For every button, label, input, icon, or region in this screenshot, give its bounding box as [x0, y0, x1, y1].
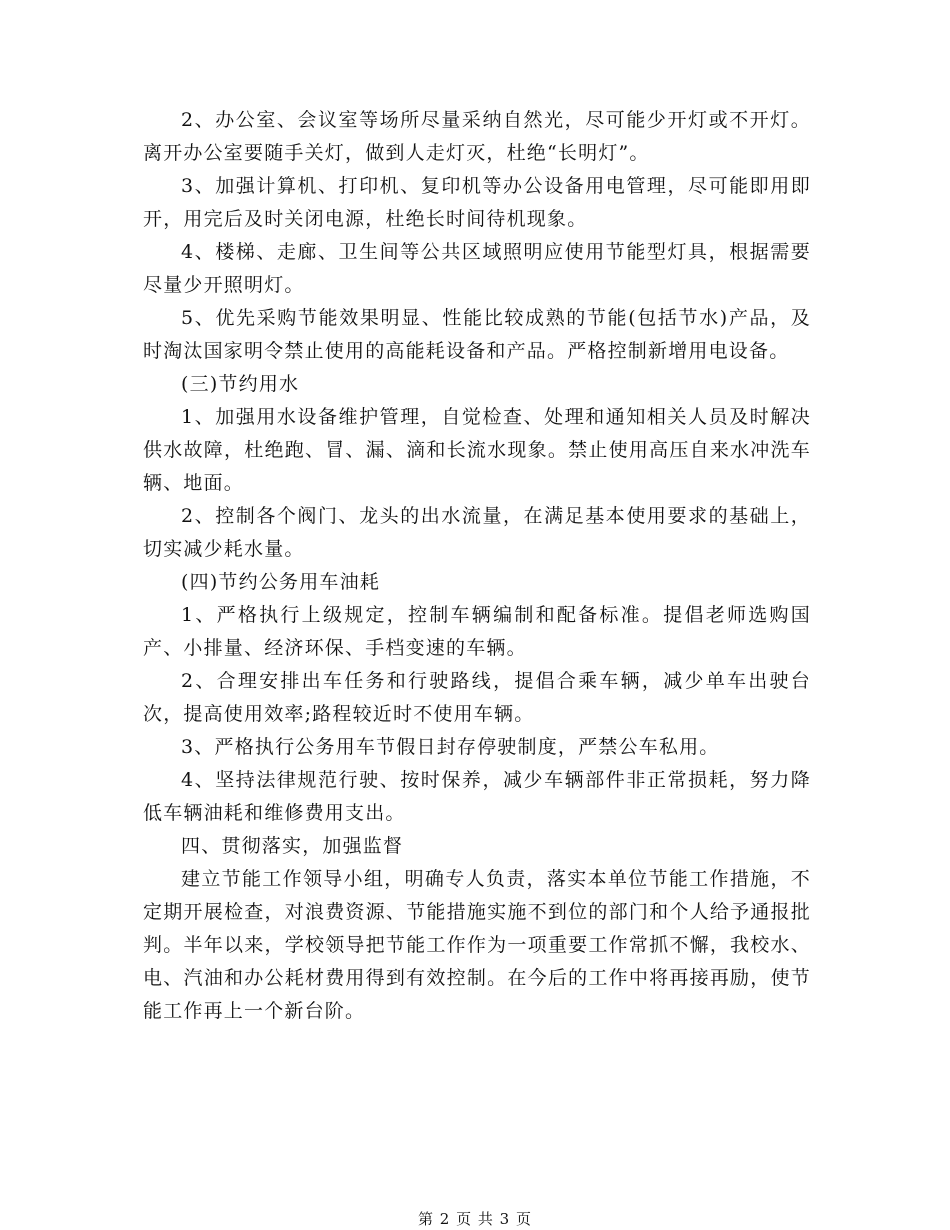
section-heading: (四)节约公务用车油耗 [181, 571, 381, 593]
paragraph: 2、合理安排出车任务和行驶路线，提倡合乘车辆，减少单车出驶台次，提高使用效率;路程较近时不使用车辆。 [143, 670, 811, 725]
paragraph: 5、优先采购节能效果明显、性能比较成熟的节能(包括节水)产品，及时淘汰国家明令禁止使用的高能耗设备和产品。严格控制新增用电设备。 [143, 307, 811, 362]
paragraph: 2、办公室、会议室等场所尽量采纳自然光，尽可能少开灯或不开灯。离开办公室要随手关灯，做到人走灯灭，杜绝“长明灯”。 [143, 109, 811, 164]
paragraph: 4、坚持法律规范行驶、按时保养，减少车辆部件非正常损耗，努力降低车辆油耗和维修费用支出。 [143, 769, 811, 824]
paragraph: 建立节能工作领导小组，明确专人负责，落实本单位节能工作措施，不定期开展检查，对浪费资源、节能措施实施不到位的部门和个人给予通报批判。半年以来，学校领导把节能工作作为一项重要工作常抓不懈，我校水、电、汽油和办公耗材费用得到有效控制。在今后的工作中将再接再励，使节能工作再上一个新台阶。 [143, 868, 811, 1022]
paragraph: 2、控制各个阀门、龙头的出水流量，在满足基本使用要求的基础上，切实减少耗水量。 [143, 505, 811, 560]
paragraph: 3、严格执行公务用车节假日封存停驶制度，严禁公车私用。 [181, 736, 720, 758]
page-number-footer: 第 2 页 共 3 页 [418, 1210, 532, 1228]
paragraph: 1、加强用水设备维护管理，自觉检查、处理和通知相关人员及时解决供水故障，杜绝跑、冒、漏、滴和长流水现象。禁止使用高压自来水冲洗车辆、地面。 [143, 406, 811, 494]
document-body [143, 104, 811, 1028]
paragraph: 1、严格执行上级规定，控制车辆编制和配备标准。提倡老师选购国产、小排量、经济环保、手档变速的车辆。 [143, 604, 811, 659]
section-heading: (三)节约用水 [181, 373, 300, 395]
paragraph: 4、楼梯、走廊、卫生间等公共区域照明应使用节能型灯具，根据需要尽量少开照明灯。 [143, 241, 811, 296]
section-heading: 四、贯彻落实，加强监督 [181, 835, 404, 857]
paragraph: 3、加强计算机、打印机、复印机等办公设备用电管理，尽可能即用即开，用完后及时关闭电源，杜绝长时间待机现象。 [143, 175, 811, 230]
